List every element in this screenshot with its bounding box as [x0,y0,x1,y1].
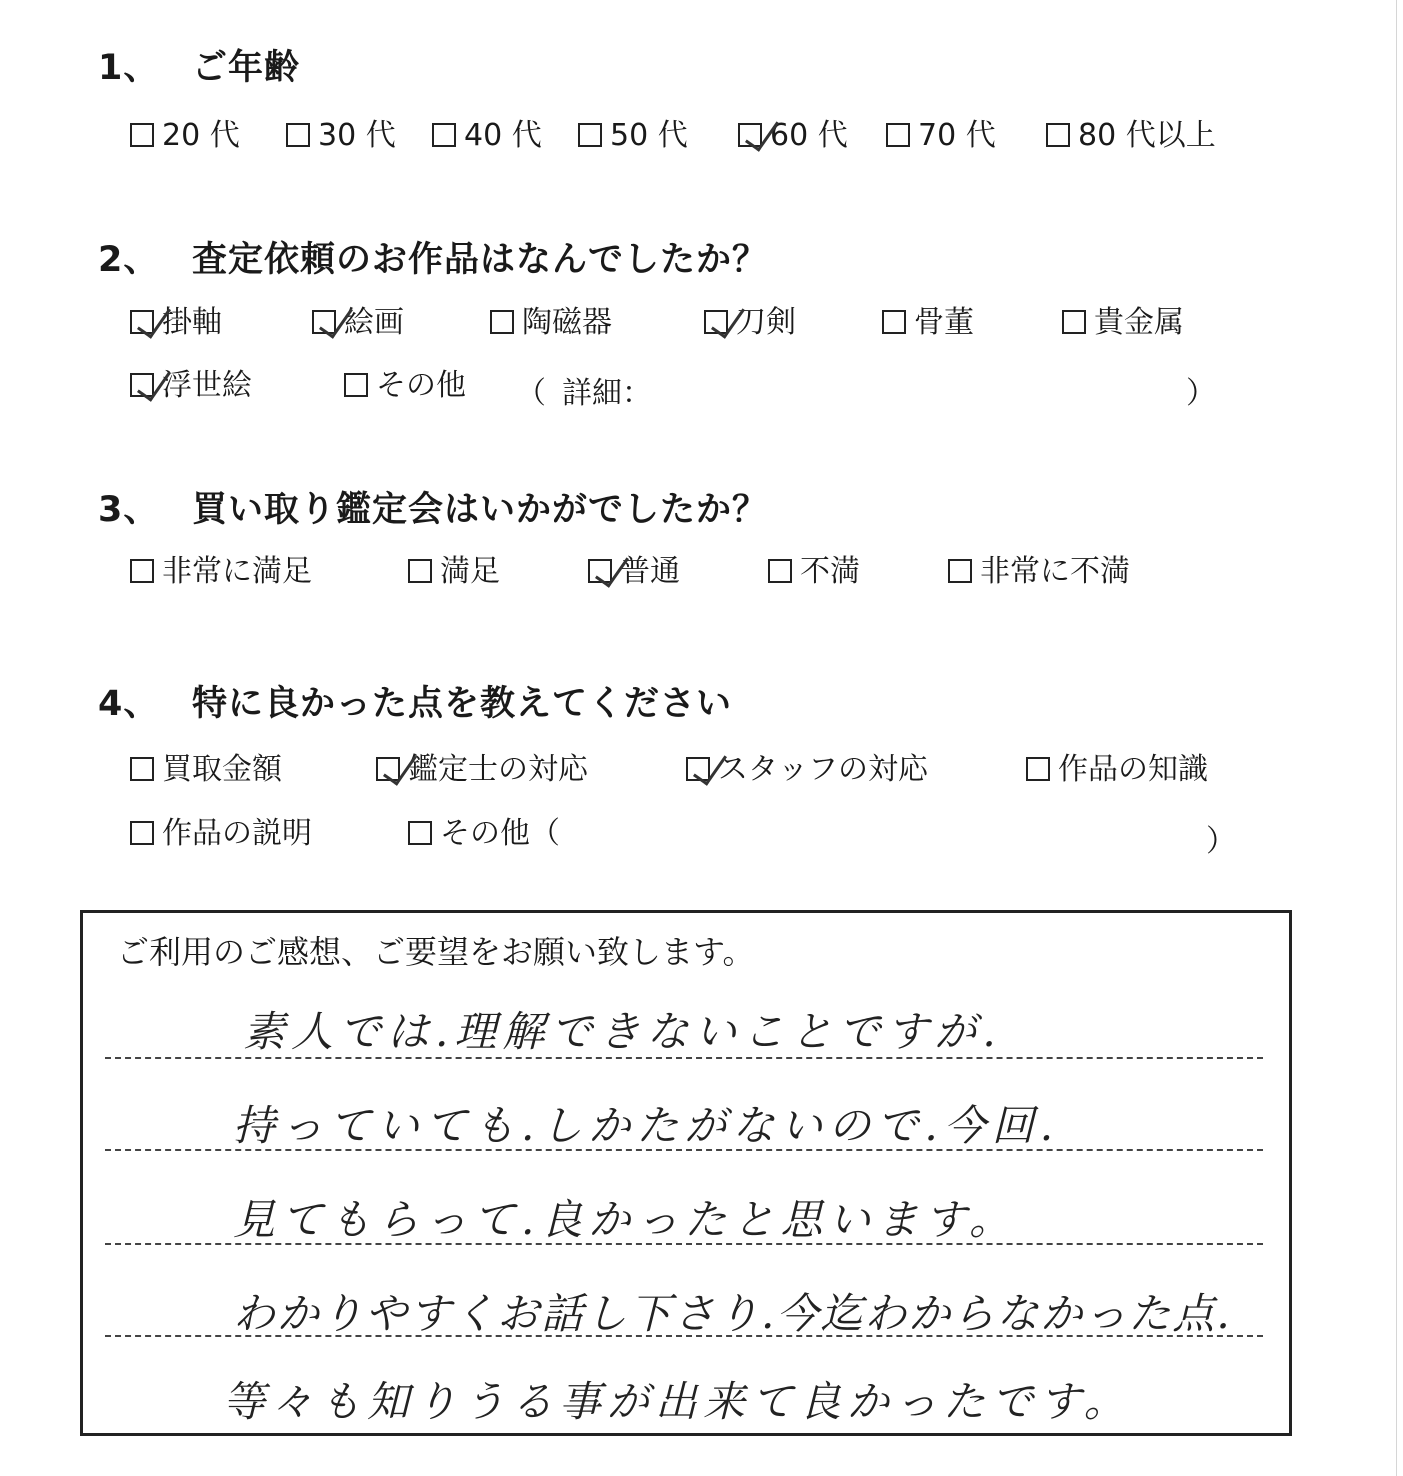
checked-checkbox[interactable] [588,559,612,583]
checkbox[interactable] [948,559,972,583]
q4-option-label: その他（ [440,816,560,851]
q2-option-label: 掛軸 [162,305,222,340]
q1-option-label: 40 代 [464,118,542,153]
q4-number: 4、 [98,684,160,724]
handwritten-line: 素人では.理解できないことですが. [243,1007,1002,1056]
q4-text: 特に良かった点を教えてください [192,684,733,724]
q1-option[interactable] [286,118,396,154]
q1-option-label: 20 代 [162,118,240,153]
q1-option[interactable] [886,118,996,154]
q4-option[interactable] [408,816,560,852]
q4-option[interactable] [1026,752,1208,788]
q3-option[interactable] [948,554,1130,590]
dashed-rule [105,1149,1263,1151]
q2-detail-label: 詳細： [562,376,652,411]
checked-checkbox[interactable] [130,373,154,397]
q1-option[interactable] [1046,118,1216,154]
q1-option[interactable] [738,118,848,154]
checkbox[interactable] [130,559,154,583]
checked-checkbox[interactable] [376,757,400,781]
checked-checkbox[interactable] [686,757,710,781]
q1-option[interactable] [578,118,688,154]
q4-option-label: スタッフの対応 [718,752,928,787]
checkbox[interactable] [1062,310,1086,334]
q3-option-label: 不満 [800,554,860,589]
q1-option-label: 80 代以上 [1078,118,1216,153]
q3-number: 3、 [98,490,160,530]
handwritten-line: 持っていても.しかたがないので.今回. [233,1101,1060,1150]
q3-option[interactable] [408,554,500,590]
checkbox[interactable] [490,310,514,334]
dashed-rule [105,1243,1263,1245]
q2-option-label: 陶磁器 [522,305,612,340]
checkbox[interactable] [1026,757,1050,781]
q1-option[interactable] [130,118,240,154]
q2-option[interactable] [490,305,612,341]
q2-title [98,232,768,282]
q2-option[interactable] [130,368,252,404]
q4-option[interactable] [130,752,282,788]
checkbox[interactable] [578,123,602,147]
q1-option[interactable] [432,118,542,154]
q3-option-label: 満足 [440,554,500,589]
q2-option[interactable] [1062,305,1184,341]
q4-option-label: 作品の知識 [1058,752,1208,787]
q4-option-label: 鑑定士の対応 [408,752,588,787]
comment-box[interactable] [80,910,1292,1436]
q2-option-label: その他 [376,368,466,403]
q3-option-label: 非常に不満 [980,554,1130,589]
q2-option-label: 骨董 [914,305,974,340]
q2-option-label: 刀剣 [736,305,796,340]
checkbox[interactable] [344,373,368,397]
q1-option-label: 30 代 [318,118,396,153]
q4-option-label: 買取金額 [162,752,282,787]
q4-option[interactable] [130,816,312,852]
q2-option[interactable] [882,305,974,341]
q2-option[interactable] [312,305,404,341]
handwritten-line: わかりやすくお話し下さり.今迄わからなかった点. [233,1289,1232,1338]
checkbox[interactable] [882,310,906,334]
q3-title [98,482,768,532]
q2-number: 2、 [98,240,160,280]
dashed-rule [105,1335,1263,1337]
q2-option-label: 貴金属 [1094,305,1184,340]
q2-option[interactable] [704,305,796,341]
checkbox[interactable] [768,559,792,583]
checkbox[interactable] [886,123,910,147]
q4-option[interactable] [686,752,928,788]
q2-detail-close-paren: ） [1186,376,1216,411]
page-edge [1396,0,1397,1476]
q4-title [98,676,732,726]
checkbox[interactable] [130,757,154,781]
q3-option-label: 非常に満足 [162,554,312,589]
handwritten-line: 見てもらって.良かったと思います。 [233,1195,1017,1244]
q4-other-close-paren: ） [1206,824,1236,859]
q1-option-label: 50 代 [610,118,688,153]
checked-checkbox[interactable] [130,310,154,334]
q3-option[interactable] [130,554,312,590]
q1-text: ご年齢 [192,48,301,88]
checkbox[interactable] [130,123,154,147]
checkbox[interactable] [408,821,432,845]
checkbox[interactable] [130,821,154,845]
checkbox[interactable] [432,123,456,147]
q2-option-label: 絵画 [344,305,404,340]
q1-option-label: 60 代 [770,118,848,153]
q2-text: 査定依頼のお作品はなんでしたか？ [192,240,769,280]
q1-option-label: 70 代 [918,118,996,153]
q2-option[interactable] [130,305,222,341]
q3-text: 買い取り鑑定会はいかがでしたか？ [192,490,769,530]
q1-number: 1、 [98,48,160,88]
q1-title [98,40,300,90]
checked-checkbox[interactable] [738,123,762,147]
comment-heading: ご利用のご感想、ご要望をお願い致します。 [117,933,755,971]
checkbox[interactable] [408,559,432,583]
q4-option-label: 作品の説明 [162,816,312,851]
checkbox[interactable] [1046,123,1070,147]
q2-option-label: 浮世絵 [162,368,252,403]
dashed-rule [105,1057,1263,1059]
q3-option[interactable] [768,554,860,590]
checkbox[interactable] [286,123,310,147]
checked-checkbox[interactable] [312,310,336,334]
handwritten-line: 等々も知りうる事が出来て良かったです。 [223,1377,1132,1426]
q3-option[interactable] [588,554,680,590]
q2-option[interactable] [344,368,466,404]
checked-checkbox[interactable] [704,310,728,334]
q4-option[interactable] [376,752,588,788]
q3-option-label: 普通 [620,554,680,589]
q2-detail-open-paren: （ [516,376,546,411]
